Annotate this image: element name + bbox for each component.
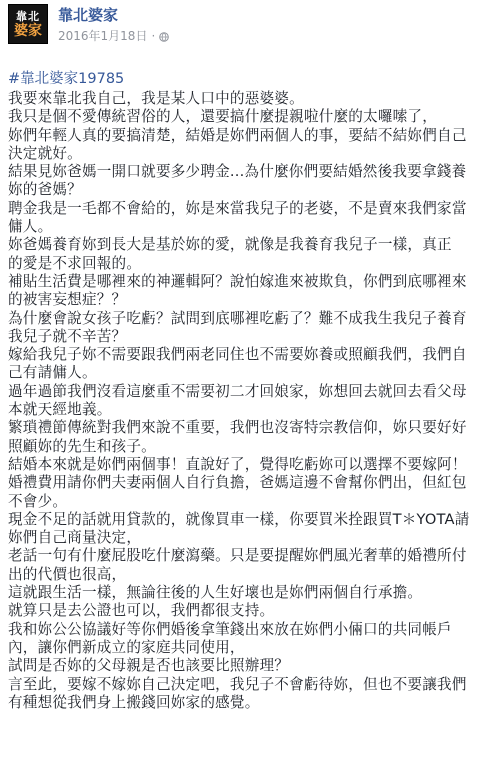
- post-paragraph: 聘金我是一毛都不會給的，妳是來當我兒子的老婆，不是賣來我們家當 傭人。: [8, 199, 467, 236]
- post-date[interactable]: 2016年1月18日: [58, 29, 148, 43]
- post-body: [8, 90, 486, 712]
- post-paragraph: 就算只是去公證也可以，我們都很支持。: [8, 602, 275, 620]
- post-paragraph: 我和妳公公協議好等你們婚後拿筆錢出來放在妳們小倆口的共同帳戶 內，讓你們新成立的家庭共同使用， 試問是否妳的父母親是否也該要比照辦理？: [8, 620, 452, 675]
- post-paragraph: 結果見妳爸媽一開口就要多少聘金...為什麼你們要結婚然後我要拿錢養 妳的爸媽？: [8, 163, 467, 199]
- post-paragraph: 嫁給我兒子妳不需要跟我們兩老同住也不需要妳養或照顧我們，我們自 己有請傭人。: [8, 346, 467, 382]
- post-paragraph: 我要來靠北我自己，我是某人口中的惡婆婆。: [8, 90, 304, 107]
- post-header: [0, 0, 490, 54]
- avatar-text-top: 靠北: [16, 9, 40, 23]
- post-paragraph: 為什麼會說女孩子吃虧？試問到底哪裡吃虧了？難不成我生我兒子養育 我兒子就不辛苦？: [8, 309, 467, 345]
- globe-icon: [159, 31, 169, 41]
- post-hashtag[interactable]: #靠北婆家19785: [8, 71, 125, 87]
- post-paragraph: 老話一句有什麼屁股吃什麼瀉藥。只是要提醒妳們風光奢華的婚禮所付 出的代價也很高， 這就跟生活一樣，無論往後的人生好壞也是妳們兩個自行承擔。: [8, 547, 467, 602]
- page-name-link[interactable]: 靠北婆家: [58, 6, 119, 24]
- post-paragraph: 結婚本來就是妳們兩個事！直說好了，覺得吃虧妳可以選擇不要嫁阿！ 婚禮費用請你們夫妻兩個人自行負擔，爸媽這邊不會幫你們出，但紅包 不會少。: [8, 455, 467, 510]
- post-paragraph: 繁瑣禮節傳統對我們來說不重要，我們也沒寄特宗教信仰，妳只要好好 照顧妳的先生和孩子。: [8, 419, 467, 455]
- meta-separator: ·: [151, 28, 156, 43]
- post-paragraph: 補貼生活費是哪裡來的神邏輯阿？說怕嫁進來被欺負，你們到底哪裡來 的被害妄想症？？: [8, 272, 467, 309]
- post-paragraph: 過年過節我們沒看這麼重不需要初二才回娘家，妳想回去就回去看父母 本就天經地義。: [8, 382, 467, 419]
- post-paragraph: 現金不足的話就用貸款的，就像買車一樣，你要買米拴跟買T＊YOTA請 妳們自己商量決定，: [8, 510, 470, 547]
- post-paragraph: 言至此，要嫁不嫁妳自己決定吧，我兒子不會虧待妳，但也不要讓我們 有種想從我們身上搬錢回妳家的感覺。: [8, 675, 467, 711]
- page-avatar[interactable]: [8, 4, 48, 44]
- avatar-text-bottom: 婆家: [14, 22, 42, 39]
- post-paragraph: 我只是個不愛傳統習俗的人，還要搞什麼提親啦什麼的太囉嗦了， 妳們年輕人真的要搞清楚，結婚是妳們兩個人的事，要結不結妳們自己 決定就好。: [8, 108, 467, 162]
- post-paragraph: 妳爸媽養育妳到長大是基於妳的愛，就像是我養育我兒子一樣，真正 的愛是不求回報的。: [8, 236, 452, 272]
- post-meta: [58, 27, 169, 44]
